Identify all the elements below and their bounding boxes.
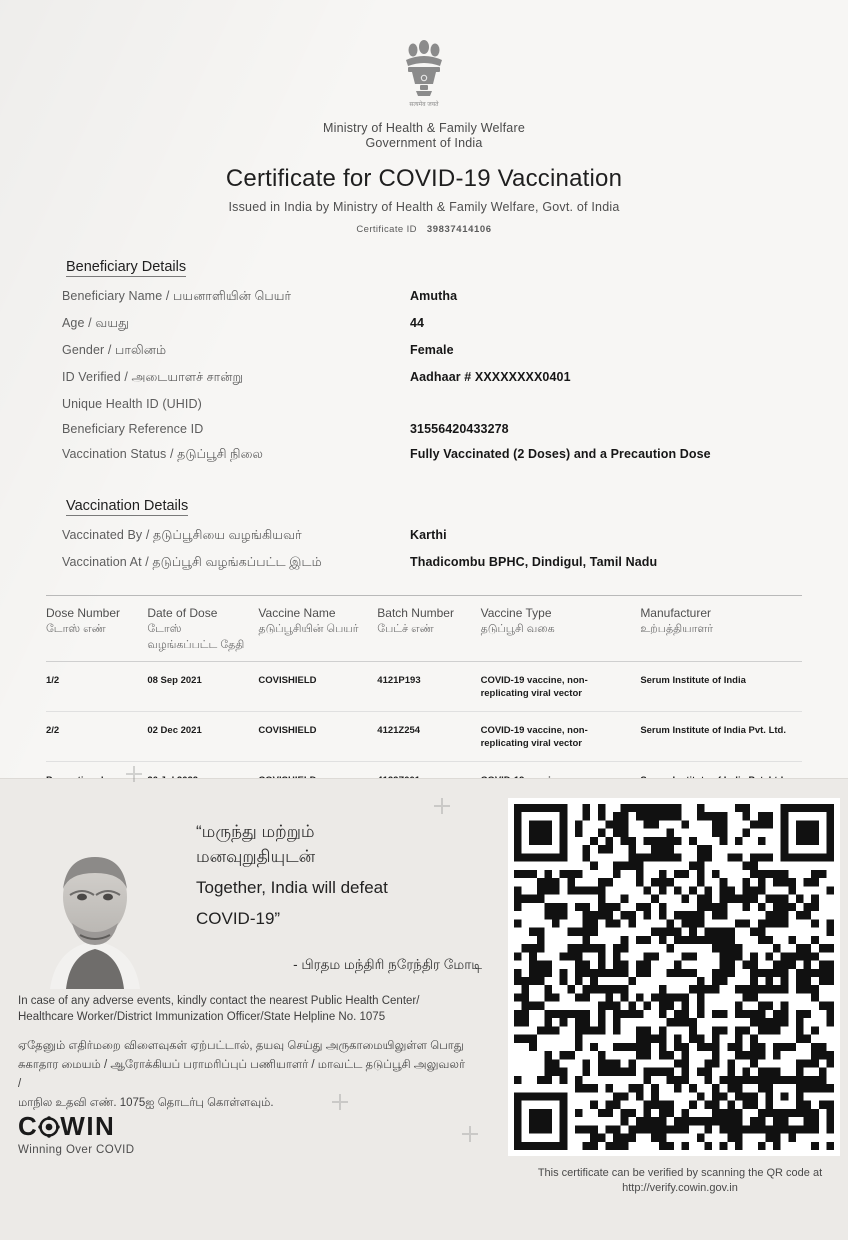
beneficiary-section-title: Beneficiary Details xyxy=(66,259,187,275)
ministry-name xyxy=(0,121,848,151)
quote-english-line-2: COVID-19” xyxy=(196,909,281,928)
page-title: Certificate for COVID-19 Vaccination xyxy=(225,165,623,192)
helpline-notice xyxy=(18,993,470,1113)
cowin-name-part-2: WIN xyxy=(60,1111,116,1141)
column-header-dose-number: Dose Number டோஸ் எண் xyxy=(46,606,121,635)
column-header-date-of-dose: Date of Dose டோஸ் வழங்கப்பட்ட தேதி xyxy=(147,606,245,651)
cell-manufacturer: Serum Institute of India Pvt. Ltd. xyxy=(640,725,786,736)
certificate-id xyxy=(0,224,848,235)
page-subtitle: Issued in India by Ministry of Health & Family Welfare, Govt. of India xyxy=(228,200,620,214)
list-item xyxy=(62,343,848,359)
field-label: ID Verified / அடையாளச் சான்று xyxy=(62,370,243,384)
field-value: Thadicombu BPHC, Dindigul, Tamil Nadu xyxy=(410,555,658,569)
india-state-emblem-icon xyxy=(396,34,452,112)
vaccination-section-title: Vaccination Details xyxy=(66,498,189,514)
table-header-row xyxy=(46,596,802,662)
registration-mark xyxy=(126,766,142,782)
vaccination-details-list xyxy=(62,528,848,571)
cowin-name-part-1: C xyxy=(18,1111,39,1141)
helpline-tamil-line-2: சுகாதார மையம் / ஆரோக்கியப் பராமரிப்புப் பணியாளர் / மாவட்ட தடுப்பூசி அலுவலர் / xyxy=(18,1059,465,1090)
registration-mark xyxy=(462,1126,478,1142)
list-item xyxy=(62,316,848,332)
quote-english-line-1: Together, India will defeat xyxy=(196,878,388,897)
quote-block xyxy=(196,819,486,975)
helpline-english: In case of any adverse events, kindly contact the nearest Public Health Center/ Healthcare Worker/District Immunization Officer/State Helpline No. 1075 xyxy=(18,995,420,1023)
ministry-line-2: Government of India xyxy=(365,136,483,150)
field-label: Beneficiary Reference ID xyxy=(62,422,204,436)
cell-manufacturer: Serum Institute of India xyxy=(640,675,746,686)
field-label: Vaccination At / தடுப்பூசி வழங்கப்பட்ட இடம் xyxy=(62,555,322,569)
cowin-tagline: Winning Over COVID xyxy=(18,1144,135,1156)
cell-vaccine-name: COVISHIELD xyxy=(258,725,317,736)
quote-tamil-line-2: மனவுறுதியுடன் xyxy=(196,847,316,866)
table-row xyxy=(46,662,802,712)
cell-dose-number: 2/2 xyxy=(46,725,60,736)
prime-minister-portrait-icon xyxy=(36,839,154,989)
list-item xyxy=(62,528,848,544)
beneficiary-details-list xyxy=(62,289,848,463)
certificate-id-value: 39837414106 xyxy=(426,224,492,235)
column-header-batch-number: Batch Number பேட்ச் எண் xyxy=(377,606,454,635)
column-header-vaccine-name: Vaccine Name தடுப்பூசியின் பெயர் xyxy=(258,606,359,635)
cowin-logo xyxy=(18,1111,134,1156)
registration-mark xyxy=(332,1094,348,1110)
cell-batch-number: 4121Z254 xyxy=(377,725,421,736)
qr-note-line-1: This certificate can be verified by scanning the QR code at xyxy=(537,1167,823,1179)
list-item xyxy=(62,289,848,305)
field-label: Age / வயது xyxy=(62,316,130,330)
field-label: Beneficiary Name / பயனாளியின் பெயர் xyxy=(62,289,292,303)
column-header-vaccine-type: Vaccine Type தடுப்பூசி வகை xyxy=(480,606,555,635)
field-label: Vaccinated By / தடுப்பூசியை வழங்கியவர் xyxy=(62,528,302,542)
cell-dose-number: 1/2 xyxy=(46,675,60,686)
helpline-tamil xyxy=(18,1037,470,1113)
certificate-id-label: Certificate ID xyxy=(356,224,417,235)
cell-batch-number: 4121P193 xyxy=(377,675,421,686)
cell-vaccine-type: COVID-19 vaccine, non-replicating viral vector xyxy=(480,725,588,749)
cowin-o-logo-icon xyxy=(38,1111,60,1142)
column-header-manufacturer: Manufacturer உற்பத்தியாளர் xyxy=(640,606,713,635)
status-badge: Fully Vaccinated (2 Doses) and a Precaution Dose xyxy=(410,447,711,461)
field-value: 44 xyxy=(410,316,425,330)
list-item xyxy=(62,397,848,411)
list-item xyxy=(62,422,848,436)
svg-text:सत्यमेव जयते: सत्यमेव जयते xyxy=(409,102,439,108)
quote-tamil-line-1: “மருந்து மற்றும் xyxy=(196,822,315,841)
field-label: Unique Health ID (UHID) xyxy=(62,397,202,411)
qr-code[interactable] xyxy=(508,798,840,1156)
qr-verification-note xyxy=(520,1166,840,1196)
list-item xyxy=(62,447,848,463)
field-label: Gender / பாலினம் xyxy=(62,343,167,357)
qr-note-line-2: http://verify.cowin.gov.in xyxy=(622,1182,738,1194)
list-item xyxy=(62,370,848,386)
table-row xyxy=(46,712,802,762)
field-label: Vaccination Status / தடுப்பூசி நிலை xyxy=(62,447,263,461)
cell-vaccine-type: COVID-19 vaccine, non-replicating viral vector xyxy=(480,675,588,699)
cell-date-of-dose: 02 Dec 2021 xyxy=(147,725,202,736)
field-value: Aadhaar # XXXXXXXX0401 xyxy=(410,370,571,384)
cell-date-of-dose: 08 Sep 2021 xyxy=(147,675,202,686)
helpline-tamil-line-3: மாநில உதவி எண். 1075ஐ தொடர்பு கொள்ளவும். xyxy=(18,1097,274,1109)
field-value: Amutha xyxy=(410,289,458,303)
registration-mark xyxy=(434,798,450,814)
cowin-wordmark xyxy=(18,1111,134,1142)
field-value: 31556420433278 xyxy=(410,422,509,436)
helpline-tamil-line-1: ஏதேனும் எதிர்மறை விளைவுகள் ஏற்பட்டால், தயவு செய்து அருகாமையிலுள்ள பொது xyxy=(18,1040,464,1052)
field-value: Karthi xyxy=(410,528,447,542)
list-item xyxy=(62,555,848,571)
field-value: Female xyxy=(410,343,454,357)
cell-vaccine-name: COVISHIELD xyxy=(258,675,317,686)
ministry-line-1: Ministry of Health & Family Welfare xyxy=(323,121,525,135)
quote-attribution: - பிரதம மந்திரி நரேந்திர மோடி xyxy=(293,957,482,972)
qr-code-image xyxy=(514,804,834,1150)
emblem-container xyxy=(0,0,848,117)
